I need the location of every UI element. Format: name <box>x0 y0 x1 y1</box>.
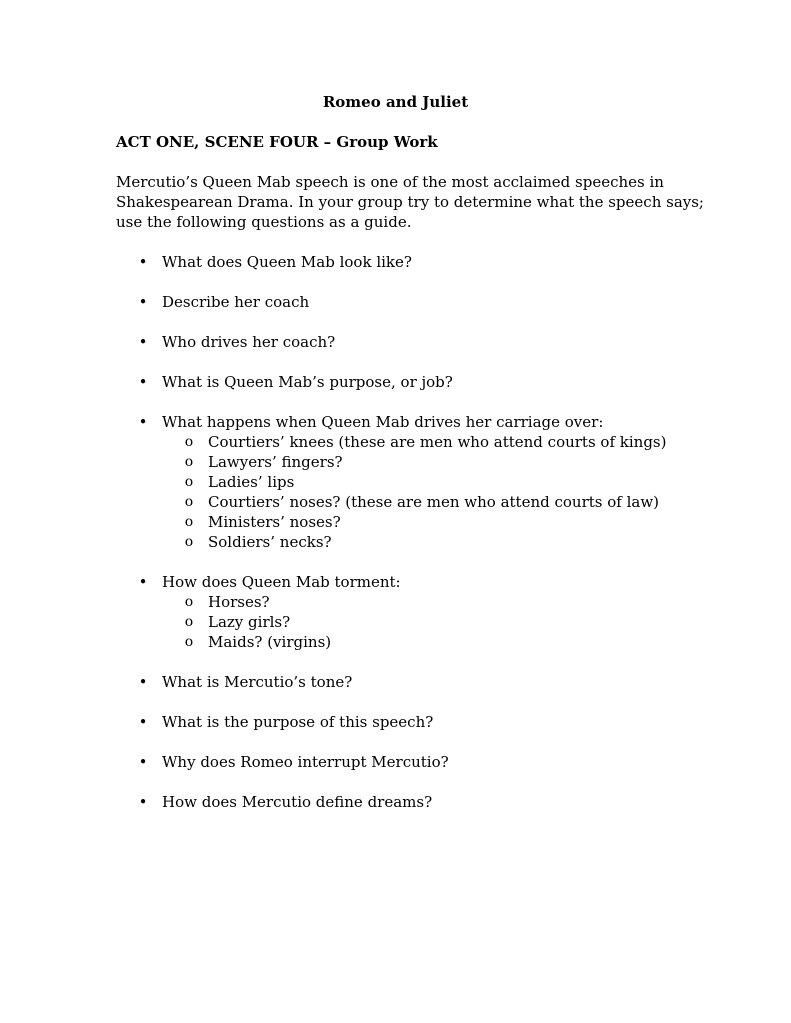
intro-line: Mercutio’s Queen Mab speech is one of the most acclaimed speeches in <box>116 173 664 191</box>
circle-bullet-icon: o <box>184 454 194 470</box>
document-title: Romeo and Juliet <box>322 93 469 111</box>
question-item <box>116 332 736 352</box>
question-item <box>116 292 736 312</box>
question-item <box>116 672 736 692</box>
bullet-icon: • <box>138 793 148 811</box>
question-text: What is Queen Mab’s purpose, or job? <box>162 373 453 391</box>
circle-bullet-icon: o <box>184 494 194 510</box>
sub-question-text: Maids? (virgins) <box>208 633 332 651</box>
question-item <box>116 412 736 552</box>
circle-bullet-icon: o <box>184 474 194 490</box>
document-subtitle: ACT ONE, SCENE FOUR – Group Work <box>116 133 438 151</box>
question-text: Describe her coach <box>162 293 310 311</box>
sub-question-item <box>162 472 736 492</box>
sub-question-list <box>162 592 736 652</box>
bullet-icon: • <box>138 293 148 311</box>
circle-bullet-icon: o <box>184 514 194 530</box>
intro-line: use the following questions as a guide. <box>116 213 412 231</box>
question-item <box>116 252 736 272</box>
question-list <box>116 252 736 832</box>
intro-paragraph <box>116 172 704 232</box>
bullet-icon: • <box>138 413 148 431</box>
sub-question-text: Courtiers’ knees (these are men who attend courts of kings) <box>208 433 667 451</box>
sub-question-item <box>162 632 736 652</box>
question-item <box>116 712 736 732</box>
question-text: Who drives her coach? <box>162 333 336 351</box>
bullet-icon: • <box>138 673 148 691</box>
sub-question-item <box>162 432 736 452</box>
bullet-icon: • <box>138 713 148 731</box>
question-item <box>116 792 736 812</box>
question-text: Why does Romeo interrupt Mercutio? <box>162 753 449 771</box>
question-text: What happens when Queen Mab drives her carriage over: <box>162 413 604 431</box>
question-text: How does Queen Mab torment: <box>162 573 401 591</box>
question-text: What is Mercutio’s tone? <box>162 673 353 691</box>
circle-bullet-icon: o <box>184 614 194 630</box>
sub-question-text: Ladies’ lips <box>208 473 295 491</box>
sub-question-item <box>162 592 736 612</box>
circle-bullet-icon: o <box>184 634 194 650</box>
question-text: What is the purpose of this speech? <box>162 713 434 731</box>
question-text: How does Mercutio define dreams? <box>162 793 433 811</box>
circle-bullet-icon: o <box>184 594 194 610</box>
question-item <box>116 372 736 392</box>
sub-question-item <box>162 612 736 632</box>
bullet-icon: • <box>138 753 148 771</box>
sub-question-text: Soldiers’ necks? <box>208 533 332 551</box>
bullet-icon: • <box>138 373 148 391</box>
bullet-icon: • <box>138 573 148 591</box>
sub-question-item <box>162 512 736 532</box>
bullet-icon: • <box>138 253 148 271</box>
question-item <box>116 572 736 652</box>
sub-question-text: Courtiers’ noses? (these are men who attend courts of law) <box>208 493 660 511</box>
circle-bullet-icon: o <box>184 434 194 450</box>
sub-question-item <box>162 452 736 472</box>
sub-question-text: Lawyers’ fingers? <box>208 453 343 471</box>
sub-question-item <box>162 492 736 512</box>
intro-line: Shakespearean Drama. In your group try to determine what the speech says; <box>116 193 704 211</box>
question-text: What does Queen Mab look like? <box>162 253 412 271</box>
sub-question-text: Horses? <box>208 593 270 611</box>
circle-bullet-icon: o <box>184 534 194 550</box>
sub-question-text: Ministers’ noses? <box>208 513 341 531</box>
sub-question-text: Lazy girls? <box>208 613 291 631</box>
sub-question-item <box>162 532 736 552</box>
bullet-icon: • <box>138 333 148 351</box>
question-item <box>116 752 736 772</box>
sub-question-list <box>162 432 736 552</box>
